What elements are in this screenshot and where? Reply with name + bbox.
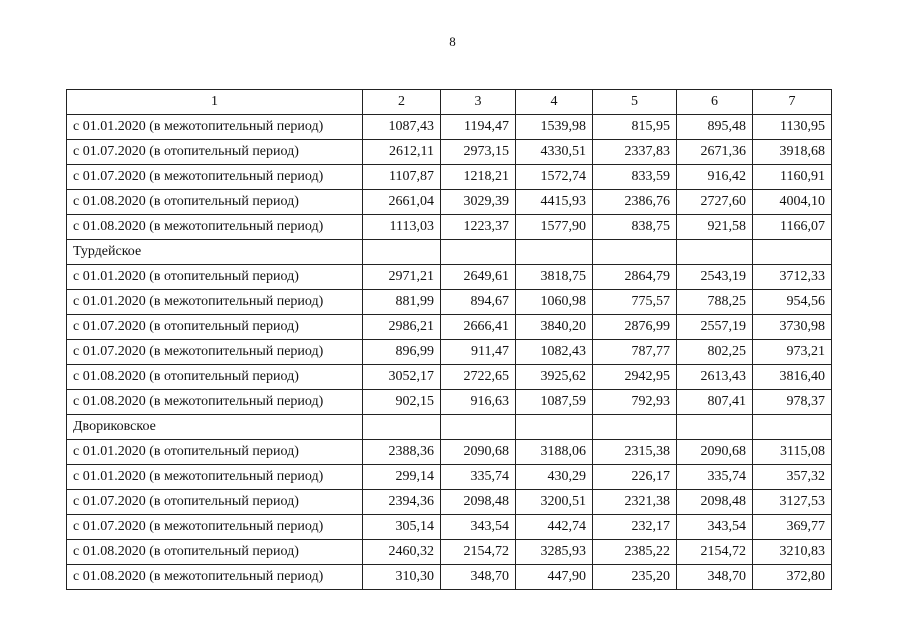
table-cell: 2661,04 (363, 190, 441, 215)
table-cell: 2971,21 (363, 265, 441, 290)
table-cell: 447,90 (516, 565, 593, 590)
table-row (67, 315, 832, 340)
table-row (67, 165, 832, 190)
table-cell (441, 415, 516, 440)
table-cell: 343,54 (677, 515, 753, 540)
table-cell: 3818,75 (516, 265, 593, 290)
table-cell: 3127,53 (753, 490, 832, 515)
table-cell: 978,37 (753, 390, 832, 415)
table-cell: 1218,21 (441, 165, 516, 190)
table-cell: 881,99 (363, 290, 441, 315)
table-cell: 4330,51 (516, 140, 593, 165)
table-cell: 1577,90 (516, 215, 593, 240)
table-cell: 2986,21 (363, 315, 441, 340)
table-row (67, 290, 832, 315)
row-label: с 01.08.2020 (в межотопительный период) (67, 390, 363, 415)
row-label: с 01.07.2020 (в отопительный период) (67, 140, 363, 165)
table-body (67, 115, 832, 590)
row-label: с 01.07.2020 (в отопительный период) (67, 315, 363, 340)
table-cell: 1572,74 (516, 165, 593, 190)
table-cell: 335,74 (441, 465, 516, 490)
table-cell: 2666,41 (441, 315, 516, 340)
table-cell: 833,59 (593, 165, 677, 190)
table-cell: 2385,22 (593, 540, 677, 565)
tariff-table (66, 89, 832, 590)
table-cell (441, 240, 516, 265)
table-cell: 369,77 (753, 515, 832, 540)
row-label: с 01.01.2020 (в межотопительный период) (67, 290, 363, 315)
table-cell: 1087,43 (363, 115, 441, 140)
table-cell: 2649,61 (441, 265, 516, 290)
table-cell: 2321,38 (593, 490, 677, 515)
table-header-row (67, 90, 832, 115)
table-cell: 902,15 (363, 390, 441, 415)
table-cell: 2557,19 (677, 315, 753, 340)
table-cell: 348,70 (441, 565, 516, 590)
table-cell: 2722,65 (441, 365, 516, 390)
row-label: с 01.01.2020 (в межотопительный период) (67, 115, 363, 140)
table-cell (516, 240, 593, 265)
table-cell: 1082,43 (516, 340, 593, 365)
row-label: с 01.07.2020 (в отопительный период) (67, 490, 363, 515)
table-cell: 2876,99 (593, 315, 677, 340)
table-cell: 2090,68 (441, 440, 516, 465)
row-label: с 01.08.2020 (в отопительный период) (67, 540, 363, 565)
table-cell: 3918,68 (753, 140, 832, 165)
table-row (67, 215, 832, 240)
table-cell: 2394,36 (363, 490, 441, 515)
table-cell (677, 240, 753, 265)
table-cell: 1539,98 (516, 115, 593, 140)
table-cell (753, 415, 832, 440)
table-cell: 815,95 (593, 115, 677, 140)
table-cell: 4004,10 (753, 190, 832, 215)
table-cell: 838,75 (593, 215, 677, 240)
table-cell: 232,17 (593, 515, 677, 540)
column-header: 7 (753, 90, 832, 115)
table-cell: 2613,43 (677, 365, 753, 390)
table-row (67, 465, 832, 490)
table-row (67, 440, 832, 465)
table-cell: 954,56 (753, 290, 832, 315)
table-cell: 1087,59 (516, 390, 593, 415)
table-cell: 2098,48 (441, 490, 516, 515)
table-cell: 3029,39 (441, 190, 516, 215)
table-cell: 2727,60 (677, 190, 753, 215)
table-cell: 3285,93 (516, 540, 593, 565)
row-label: с 01.08.2020 (в межотопительный период) (67, 565, 363, 590)
table-section-row (67, 240, 832, 265)
table-cell: 896,99 (363, 340, 441, 365)
table-cell: 299,14 (363, 465, 441, 490)
table-cell: 3925,62 (516, 365, 593, 390)
table-cell: 916,63 (441, 390, 516, 415)
column-header: 6 (677, 90, 753, 115)
table-cell: 2154,72 (677, 540, 753, 565)
section-label: Двориковское (67, 415, 363, 440)
column-header: 3 (441, 90, 516, 115)
table-cell: 788,25 (677, 290, 753, 315)
table-cell: 2942,95 (593, 365, 677, 390)
table-cell: 1113,03 (363, 215, 441, 240)
row-label: с 01.01.2020 (в межотопительный период) (67, 465, 363, 490)
table-row (67, 565, 832, 590)
table-section-row (67, 415, 832, 440)
table-cell: 916,42 (677, 165, 753, 190)
table-cell (593, 240, 677, 265)
table-cell: 305,14 (363, 515, 441, 540)
column-header: 4 (516, 90, 593, 115)
table-cell: 430,29 (516, 465, 593, 490)
table-cell: 787,77 (593, 340, 677, 365)
table-cell: 2388,36 (363, 440, 441, 465)
table-cell: 1130,95 (753, 115, 832, 140)
table-cell: 2337,83 (593, 140, 677, 165)
table-cell: 1166,07 (753, 215, 832, 240)
row-label: с 01.07.2020 (в межотопительный период) (67, 165, 363, 190)
table-cell: 3115,08 (753, 440, 832, 465)
table-row (67, 115, 832, 140)
table-cell: 3840,20 (516, 315, 593, 340)
table-cell: 4415,93 (516, 190, 593, 215)
table-cell (363, 240, 441, 265)
section-label: Турдейское (67, 240, 363, 265)
table-cell: 802,25 (677, 340, 753, 365)
table-row (67, 515, 832, 540)
table-cell: 348,70 (677, 565, 753, 590)
column-header: 1 (67, 90, 363, 115)
table-cell: 921,58 (677, 215, 753, 240)
row-label: с 01.01.2020 (в отопительный период) (67, 440, 363, 465)
table-row (67, 540, 832, 565)
table-cell (363, 415, 441, 440)
table-cell: 1160,91 (753, 165, 832, 190)
table-cell: 3816,40 (753, 365, 832, 390)
table-cell: 2864,79 (593, 265, 677, 290)
table-cell: 1107,87 (363, 165, 441, 190)
table-cell: 3200,51 (516, 490, 593, 515)
table-row (67, 390, 832, 415)
table-cell: 310,30 (363, 565, 441, 590)
table-cell: 235,20 (593, 565, 677, 590)
table-cell: 807,41 (677, 390, 753, 415)
table-cell: 3052,17 (363, 365, 441, 390)
table-cell: 343,54 (441, 515, 516, 540)
row-label: с 01.08.2020 (в отопительный период) (67, 365, 363, 390)
table-cell: 2154,72 (441, 540, 516, 565)
table-cell (677, 415, 753, 440)
table-cell: 335,74 (677, 465, 753, 490)
table-row (67, 340, 832, 365)
table-cell: 2315,38 (593, 440, 677, 465)
table-cell: 2386,76 (593, 190, 677, 215)
table-row (67, 265, 832, 290)
table-cell: 442,74 (516, 515, 593, 540)
table-cell: 894,67 (441, 290, 516, 315)
table-cell: 226,17 (593, 465, 677, 490)
table-cell: 1223,37 (441, 215, 516, 240)
row-label: с 01.07.2020 (в межотопительный период) (67, 515, 363, 540)
table-cell: 3730,98 (753, 315, 832, 340)
table-cell: 3188,06 (516, 440, 593, 465)
row-label: с 01.01.2020 (в отопительный период) (67, 265, 363, 290)
page-number: 8 (449, 34, 456, 49)
table-row (67, 190, 832, 215)
table-cell: 1194,47 (441, 115, 516, 140)
row-label: с 01.08.2020 (в отопительный период) (67, 190, 363, 215)
row-label: с 01.08.2020 (в межотопительный период) (67, 215, 363, 240)
table-cell: 973,21 (753, 340, 832, 365)
table-cell: 2543,19 (677, 265, 753, 290)
column-header: 2 (363, 90, 441, 115)
table-cell: 792,93 (593, 390, 677, 415)
table-cell: 2612,11 (363, 140, 441, 165)
table-cell: 911,47 (441, 340, 516, 365)
table-cell: 2090,68 (677, 440, 753, 465)
table-cell: 357,32 (753, 465, 832, 490)
table-cell: 775,57 (593, 290, 677, 315)
table-row (67, 490, 832, 515)
table-cell: 2973,15 (441, 140, 516, 165)
table-cell: 2098,48 (677, 490, 753, 515)
table-cell (753, 240, 832, 265)
table-cell: 895,48 (677, 115, 753, 140)
column-header: 5 (593, 90, 677, 115)
table-cell: 372,80 (753, 565, 832, 590)
table-cell: 2460,32 (363, 540, 441, 565)
table-row (67, 140, 832, 165)
table-cell: 3210,83 (753, 540, 832, 565)
table-cell: 3712,33 (753, 265, 832, 290)
table-cell: 2671,36 (677, 140, 753, 165)
table-cell: 1060,98 (516, 290, 593, 315)
row-label: с 01.07.2020 (в межотопительный период) (67, 340, 363, 365)
table-cell (593, 415, 677, 440)
table-row (67, 365, 832, 390)
table-cell (516, 415, 593, 440)
